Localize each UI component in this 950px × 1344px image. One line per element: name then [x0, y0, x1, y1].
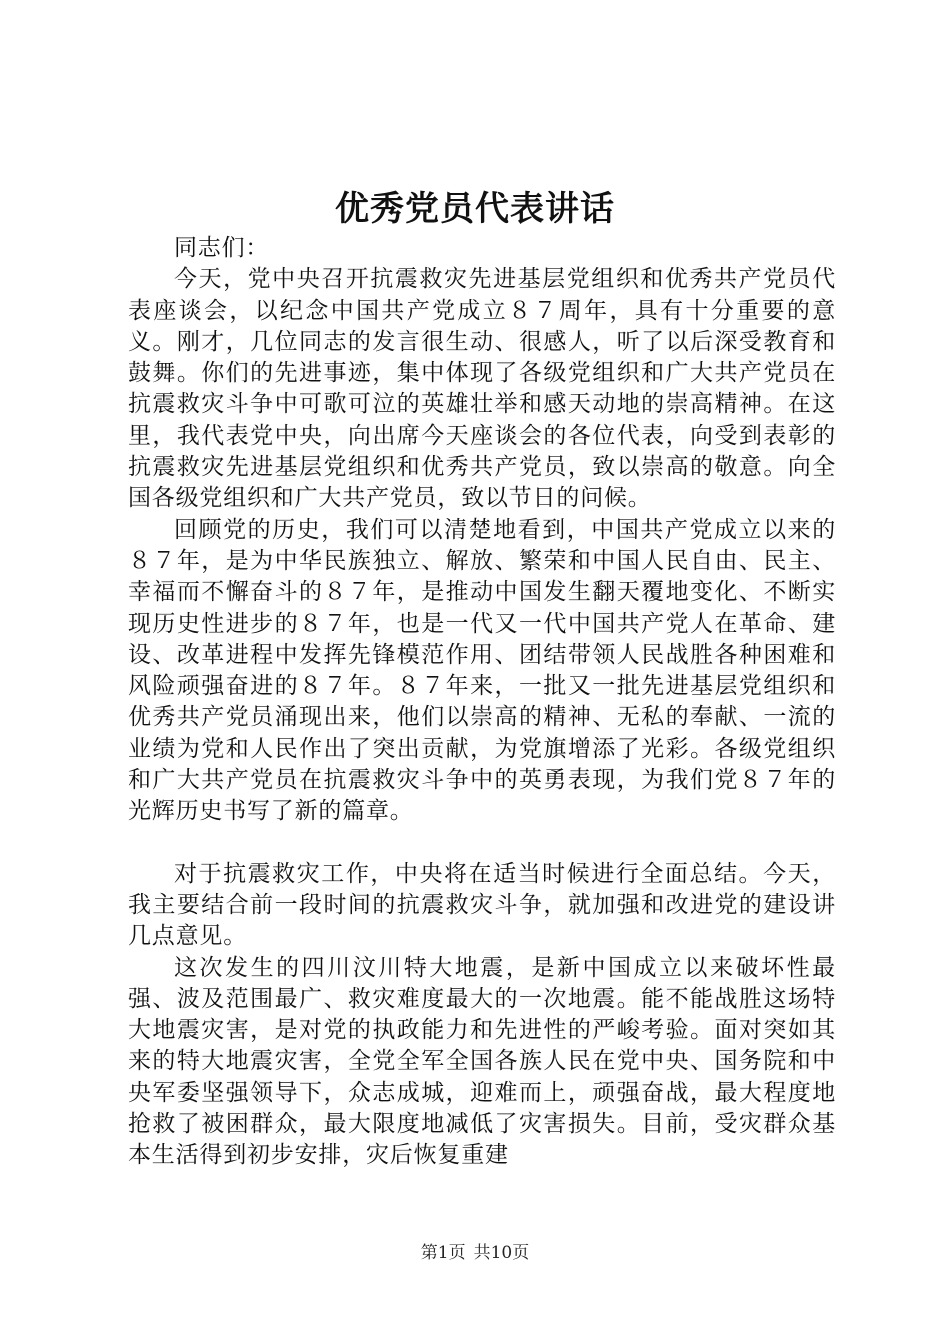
salutation: 同志们：: [174, 235, 270, 261]
document-body: [128, 233, 836, 1172]
page-total: 共10页: [473, 1243, 530, 1263]
paragraph-4: 这次发生的四川汶川特大地震，是新中国成立以来破坏性最强、波及范围最广、救灾难度最大的一次地震。能不能战胜这场特大地震灾害，是对党的执政能力和先进性的严峻考验。面对突如其来的特大地震灾害，全党全军全国各族人民在党中央、国务院和中央军委坚强领导下，众志成城，迎难而上，顽强奋战，最大程度地抢救了被困群众，最大限度地减低了灾害损失。目前，受灾群众基本生活得到初步安排，灾后恢复重建: [128, 954, 836, 1169]
page-number: 第1页: [420, 1243, 466, 1263]
paragraph-3: 对于抗震救灾工作，中央将在适当时候进行全面总结。今天，我主要结合前一段时间的抗震救灾斗争，就加强和改进党的建设讲几点意见。: [128, 860, 836, 950]
document-title: 优秀党员代表讲话: [335, 189, 615, 229]
paragraph-1: 今天，党中央召开抗震救灾先进基层党组织和优秀共产党员代表座谈会，以纪念中国共产党成立８７周年，具有十分重要的意义。刚才，几位同志的发言很生动、很感人，听了以后深受教育和鼓舞。你们的先进事迹，集中体现了各级党组织和广大共产党员在抗震救灾斗争中可歌可泣的英雄壮举和感天动地的崇高精神。在这里，我代表党中央，向出席今天座谈会的各位代表，向受到表彰的抗震救灾先进基层党组织和优秀共产党员，致以崇高的敬意。向全国各级党组织和广大共产党员，致以节日的问候。: [128, 266, 836, 512]
paragraph-2: 回顾党的历史，我们可以清楚地看到，中国共产党成立以来的８７年，是为中华民族独立、解放、繁荣和中国人民自由、民主、幸福而不懈奋斗的８７年，是推动中国发生翻天覆地变化、不断实现历史性进步的８７年，也是一代又一代中国共产党人在革命、建设、改革进程中发挥先锋模范作用、团结带领人民战胜各种困难和风险顽强奋进的８７年。８７年来，一批又一批先进基层党组织和优秀共产党员涌现出来，他们以崇高的精神、无私的奉献、一流的业绩为党和人民作出了突出贡献，为党旗增添了光彩。各级党组织和广大共产党员在抗震救灾斗争中的英勇表现，为我们党８７年的光辉历史书写了新的篇章。: [128, 516, 836, 825]
page-footer: [0, 1241, 950, 1265]
